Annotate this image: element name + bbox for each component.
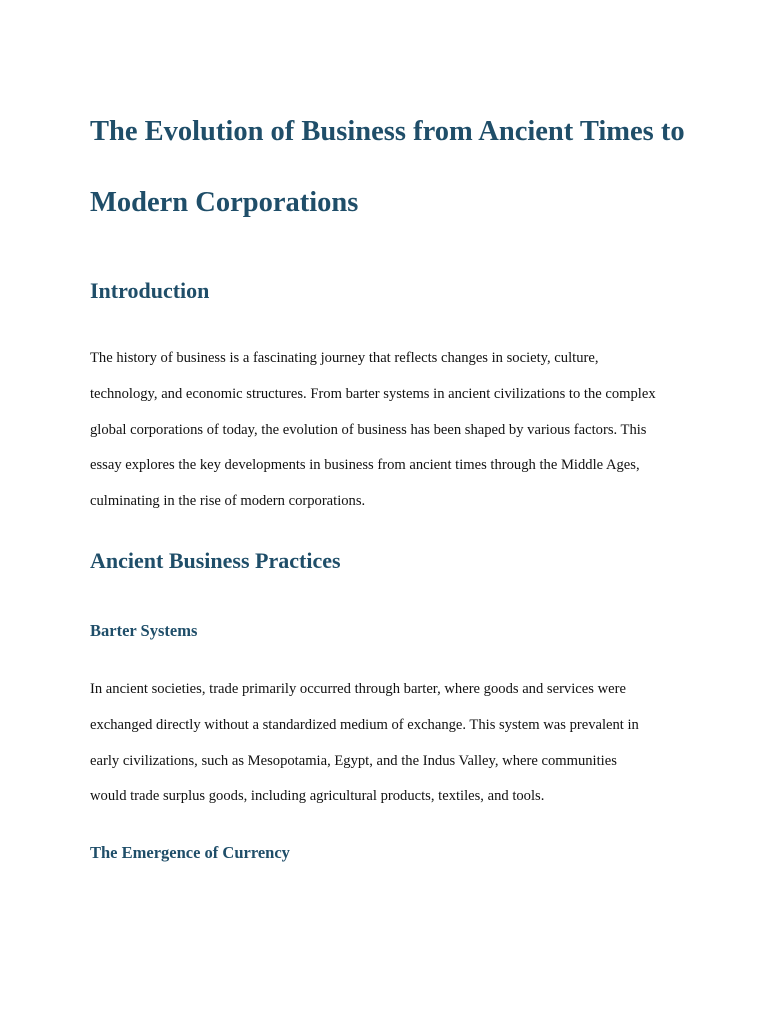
barter-systems-paragraph [90, 672, 690, 815]
introduction-paragraph [90, 341, 690, 520]
paragraph-line: essay explores the key developments in business from ancient times through the Middle Ages, [90, 457, 640, 474]
subsection-heading-barter-systems: Barter Systems [90, 621, 198, 640]
section-heading-introduction: Introduction [90, 278, 210, 303]
document-title: The Evolution of Business from Ancient Times to Modern Corporations [90, 116, 685, 218]
subsection-heading-emergence-of-currency: The Emergence of Currency [90, 843, 290, 862]
paragraph-line: would trade surplus goods, including agricultural products, textiles, and tools. [90, 788, 545, 805]
paragraph-line: culminating in the rise of modern corporations. [90, 493, 366, 510]
paragraph-line: technology, and economic structures. From barter systems in ancient civilizations to the complex [90, 385, 656, 402]
section-heading-ancient-business-practices: Ancient Business Practices [90, 548, 341, 573]
paragraph-line: The history of business is a fascinating journey that reflects changes in society, culture, [90, 350, 599, 366]
paragraph-line: In ancient societies, trade primarily occurred through barter, where goods and services were [90, 681, 626, 697]
paragraph-line: exchanged directly without a standardized medium of exchange. This system was prevalent in [90, 716, 639, 733]
paragraph-line: early civilizations, such as Mesopotamia, Egypt, and the Indus Valley, where communities [90, 752, 617, 769]
paragraph-line: global corporations of today, the evolution of business has been shaped by various factors. This [90, 421, 647, 438]
